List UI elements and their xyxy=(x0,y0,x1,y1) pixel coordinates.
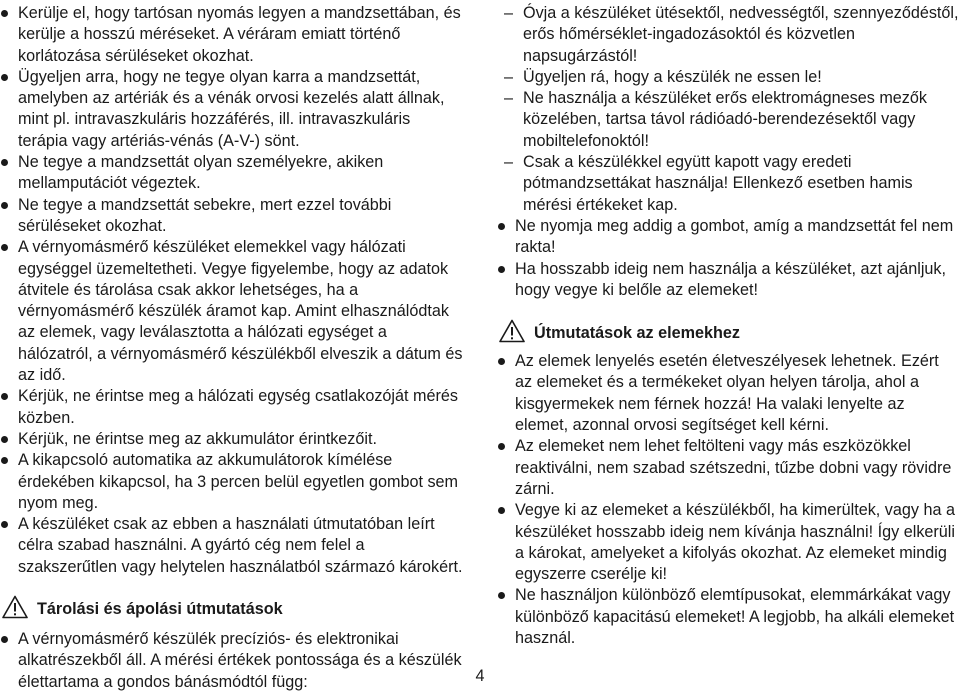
section-heading-text: Tárolási és ápolási útmutatások xyxy=(37,600,283,619)
right-column xyxy=(497,3,959,649)
left-column xyxy=(0,3,464,693)
dash-item: – Ne használja a készüléket erős elektromágneses mezők közelében, tartsa távol rádióadó-berendezésektől vagy mobiltelefonoktól! xyxy=(497,88,959,152)
list-item: A vérnyomásmérő készüléket elemekkel vagy hálózati egységgel üzemeltetheti. Vegye figyelembe, hogy az adatok átvitele és tárolása csak akkor lehetséges, ha a vérnyomásmérő készülék áramot kap. Amint elhasználódtak az elemek, vagy leválasztotta a hálózati egységet a hálózatról, a vérnyomásmérő készülékből elveszik a dátum és az idő. xyxy=(0,237,464,386)
list-item: A készüléket csak az ebben a használati útmutatóban leírt célra szabad használni. A gyártó cég nem felel a szakszerűtlen vagy helytelen használatból származó károkért. xyxy=(0,514,464,578)
list-item: Az elemek lenyelés esetén életveszélyesek lehetnek. Ezért az elemeket és a termékeket olyan helyen tárolja, ahol a kisgyermekek nem férnek hozzá! Ha valaki lenyelte az elemet, azonnal orvosi segítséget kell kérni. xyxy=(497,351,959,436)
list-item: Ne tegye a mandzsettát sebekre, mert ezzel további sérüléseket okozhat. xyxy=(0,195,464,238)
list-item: Ne használjon különböző elemtípusokat, elemmárkákat vagy különböző kapacitású elemeket! A legjobb, ha alkáli elemeket használ. xyxy=(497,585,959,649)
dash-item: – Csak a készülékkel együtt kapott vagy eredeti pótmandzsettákat használja! Ellenkező esetben hamis mérési értékeket kap. xyxy=(497,152,959,216)
warning-triangle-icon xyxy=(2,595,28,619)
section-heading-text: Útmutatások az elemekhez xyxy=(534,324,741,343)
list-item: Vegye ki az elemeket a készülékből, ha kimerültek, vagy ha a készüléket hosszabb ideig nem kívánja használni! Így elkerüli a károkat, amelyeket a kifolyás okozhat. Az elemeket mindig egyszerre cserélje ki! xyxy=(497,500,959,585)
section-heading-batteries xyxy=(497,319,959,345)
list-item: Ne tegye a mandzsettát olyan személyekre, akiken mellamputációt végeztek. xyxy=(0,152,464,195)
list-item: Kerülje el, hogy tartósan nyomás legyen a mandzsettában, és kerülje a hosszú méréseket. A véráram emiatt történő korlátozása sérüléseket okozhat. xyxy=(0,3,464,67)
warning-triangle-icon xyxy=(499,319,525,343)
list-item: Az elemeket nem lehet feltölteni vagy más eszközökkel reaktiválni, nem szabad szétszedni, tűzbe dobni vagy rövidre zárni. xyxy=(497,436,959,500)
list-item: Kérjük, ne érintse meg a hálózati egység csatlakozóját mérés közben. xyxy=(0,386,464,429)
dash-item: – Ügyeljen rá, hogy a készülék ne essen le! xyxy=(497,67,959,88)
list-item: A kikapcsoló automatika az akkumulátorok kímélése érdekében kikapcsol, ha 3 percen belül egyetlen gombot sem nyom meg. xyxy=(0,450,464,514)
list-item: Ügyeljen arra, hogy ne tegye olyan karra a mandzsettát, amelyben az artériák és a vénák orvosi kezelés alatt állnak, mint pl. intravaszkuláris hozzáférés, ill. intravaszkuláris terápia vagy artériás-vénás (A-V-) sönt. xyxy=(0,67,464,152)
page-number: 4 xyxy=(475,667,485,685)
section-heading-storage xyxy=(0,595,464,621)
dash-item: – Óvja a készüléket ütésektől, nedvességtől, szennyeződéstől, erős hőmérséklet-ingadozásoktól és közvetlen napsugárzástól! xyxy=(497,3,959,67)
list-item: Ha hosszabb ideig nem használja a készüléket, azt ajánljuk, hogy vegye ki belőle az elemeket! xyxy=(497,259,959,302)
list-item: Ne nyomja meg addig a gombot, amíg a mandzsettát fel nem rakta! xyxy=(497,216,959,259)
list-item: Kérjük, ne érintse meg az akkumulátor érintkezőit. xyxy=(0,429,464,450)
list-item: A vérnyomásmérő készülék precíziós- és elektronikai alkatrészekből áll. A mérési értékek pontossága és a készülék élettartama a gondos bánásmódtól függ: xyxy=(0,629,464,693)
